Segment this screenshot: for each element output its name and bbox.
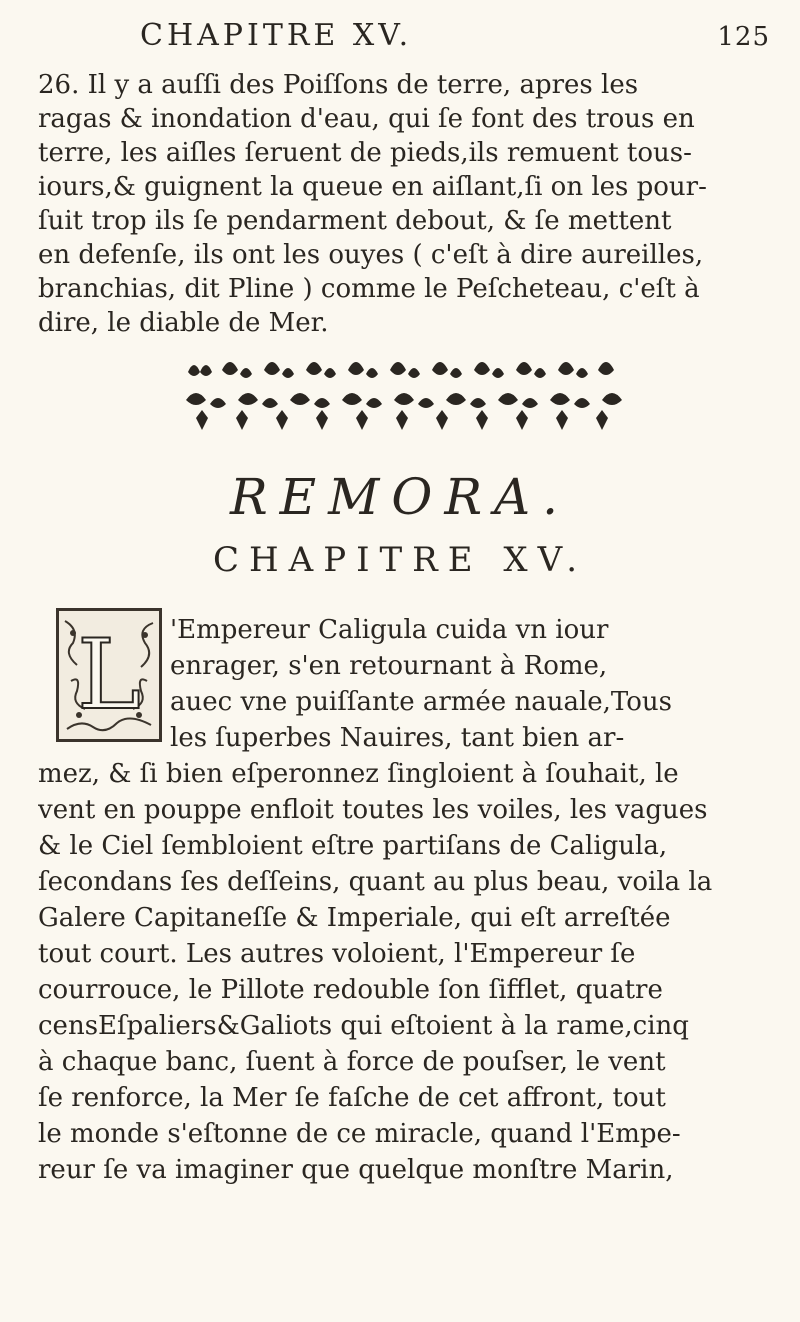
text-line: à chaque banc, ſuent à force de pouſser, le vent [38,1047,666,1077]
text-line: enrager, s'en retournant à Rome, [170,651,608,681]
page-number: 125 [717,22,770,52]
text-line: courrouce, le Pillote redouble ſon ſifflet, quatre [38,975,663,1005]
text-line: ſe renforce, la Mer ſe faſche de cet affront, tout [38,1083,666,1113]
text-line: vent en pouppe enfloit toutes les voiles, les vagues [38,795,708,825]
running-header [140,18,770,66]
text-line: ragas & inondation d'eau, qui ſe font des trous en [38,104,695,134]
text-line: le monde s'eſtonne de ce miracle, quand l'Empe- [38,1119,681,1149]
text-line: reur ſe va imaginer que quelque monſtre Marin, [38,1155,674,1185]
text-line: auec vne puiſſante armée nauale,Tous [170,687,672,717]
main-paragraph [38,756,778,1188]
top-paragraph [38,68,778,340]
text-line: iours,& guignent la queue en aiſlant,ſi on les pour- [38,172,707,202]
text-line: 'Empereur Caligula cuida vn iour [170,615,609,645]
text-line: 26. Il y a auſſi des Poiſſons de terre, apres les [38,70,639,100]
chapter-heading: CHAPITRE XV. [212,540,588,580]
text-line: ſuit trop ils ſe pendarment debout, & ſe mettent [38,206,672,236]
fleuron-ornament-band [178,352,630,452]
drop-cap-ornament [56,608,162,742]
text-line: ſecondans ſes deſſeins, quant au plus beau, voila la [38,867,713,897]
text-line: en defenſe, ils ont les ouyes ( c'eſt à dire aureilles, [38,240,704,270]
text-line: les ſuperbes Nauires, tant bien ar- [170,723,625,753]
text-line: branchias, dit Pline ) comme le Peſcheteau, c'eſt à [38,274,700,304]
header-chapter-title: CHAPITRE XV. [140,18,413,53]
text-line: terre, les aiſles ſeruent de pieds,ils remuent tous- [38,138,692,168]
text-line: tout court. Les autres voloient, l'Empereur ſe [38,939,636,969]
text-line: Galere Capitaneſſe & Imperiale, qui eſt arreſtée [38,903,671,933]
text-line: mez, & ſi bien eſperonnez ſingloient à ſouhait, le [38,759,679,789]
drop-cap-letter: L [77,619,141,731]
main-paragraph-indented [170,612,778,756]
text-line: dire, le diable de Mer. [38,308,329,338]
text-line: censEſpaliers&Galiots qui eſtoient à la rame,cinq [38,1011,689,1041]
text-line: & le Ciel ſembloient eſtre partiſans de Caligula, [38,831,668,861]
section-title: REMORA. [230,468,570,526]
